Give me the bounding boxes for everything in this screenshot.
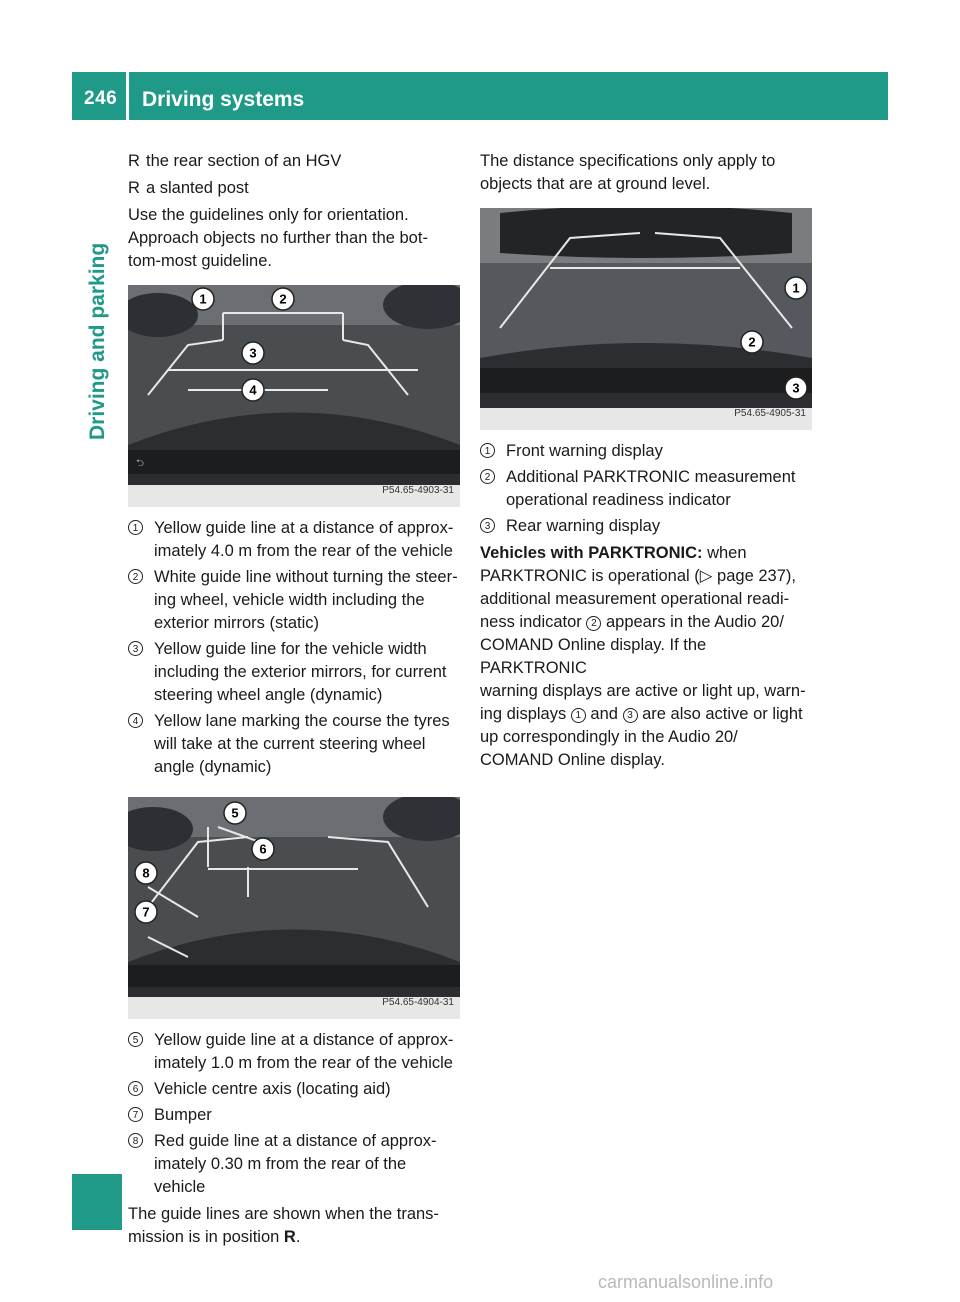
marker-7: 7: [142, 904, 150, 920]
gear-position: R: [283, 1228, 296, 1246]
legend-line: imately 4.0 m from the rear of the vehicle: [154, 542, 453, 560]
marker-1: 1: [199, 291, 207, 307]
side-block: [72, 1174, 122, 1230]
legend-line: will take at the current steering wheel: [154, 735, 426, 753]
legend-line: Yellow lane marking the course the tyres: [154, 712, 450, 730]
legend-item: [480, 440, 812, 463]
text-line: [128, 1226, 460, 1249]
marker-4: 4: [249, 382, 257, 398]
text-line: The guide lines are shown when the trans-: [128, 1205, 439, 1223]
page-reference-arrow-icon: ▷: [699, 567, 713, 585]
legend-number: 5: [128, 1032, 143, 1047]
page-reference-link[interactable]: page 237),: [712, 567, 796, 585]
legend-number: 3: [128, 641, 143, 656]
camera-image-3: [480, 208, 812, 430]
bullet-item: [128, 177, 460, 200]
legend-item: [128, 1078, 460, 1101]
side-label-text: Driving and parking: [86, 242, 109, 440]
text-span: and: [585, 705, 623, 723]
inline-number: 2: [586, 616, 601, 631]
left-column: [128, 150, 460, 1249]
legend-number: 3: [480, 518, 495, 533]
legend-item: [128, 517, 460, 563]
camera-figure-2: [128, 797, 460, 1019]
text-line: tom-most guideline.: [128, 252, 272, 270]
legend-number: 4: [128, 713, 143, 728]
legend-line: Yellow guide line at a distance of approx-: [154, 1031, 454, 1049]
camera-image-2: [128, 797, 460, 1019]
legend-line: Bumper: [154, 1106, 212, 1124]
text-line: The distance specifications only apply to: [480, 152, 776, 170]
bullet-text: a slanted post: [146, 179, 249, 197]
marker-3: 3: [792, 380, 800, 396]
legend-line: steering wheel angle (dynamic): [154, 686, 383, 704]
legend-line: angle (dynamic): [154, 758, 272, 776]
camera-figure-3: [480, 208, 812, 430]
legend-item: [480, 515, 812, 538]
text-line: warning displays are active or light up, warn-: [480, 682, 806, 700]
section-title: Driving systems: [142, 88, 305, 111]
page-number: 246: [84, 88, 118, 109]
text-span: Vehicles with PARKTRONIC:: [480, 544, 703, 562]
text-line: COMAND Online display. If the PARKTRONIC: [480, 636, 707, 677]
intro-paragraph: [128, 204, 460, 273]
marker-8: 8: [142, 865, 150, 881]
text-span: ing displays: [480, 705, 571, 723]
closing-paragraph: [128, 1203, 460, 1249]
marker-5: 5: [231, 805, 239, 821]
legend-item: [128, 1130, 460, 1199]
legend-line: including the exterior mirrors, for current: [154, 663, 447, 681]
text-line: Use the guidelines only for orientation.: [128, 206, 409, 224]
text-line: up correspondingly in the Audio 20/: [480, 728, 738, 746]
legend-item: [480, 466, 812, 512]
right-column: [480, 150, 812, 772]
legend-item: [128, 638, 460, 707]
legend-line: Additional PARKTRONIC measurement: [506, 468, 796, 486]
marker-2: 2: [279, 291, 287, 307]
legend-item: [128, 1104, 460, 1127]
text-span: appears in the Audio 20/: [601, 613, 784, 631]
legend-line: Red guide line at a distance of approx-: [154, 1132, 437, 1150]
header-divider: [126, 72, 129, 120]
legend-line: Yellow guide line at a distance of approx-: [154, 519, 454, 537]
legend-line: operational readiness indicator: [506, 491, 731, 509]
camera-image-1: [128, 285, 460, 507]
text-line: Approach objects no further than the bot-: [128, 229, 428, 247]
text-line: [480, 611, 812, 634]
marker-2: 2: [748, 334, 756, 350]
legend-line: Front warning display: [506, 442, 663, 460]
legend-number: 2: [128, 569, 143, 584]
camera-figure-1: [128, 285, 460, 507]
figure-code: P54.65-4904-31: [382, 997, 454, 1008]
legend-number: 2: [480, 469, 495, 484]
figure-code: P54.65-4905-31: [734, 408, 806, 419]
legend-line: Rear warning display: [506, 517, 661, 535]
bullet-mark: R: [128, 152, 140, 170]
text-span: are also active or light: [637, 705, 803, 723]
inline-number: 3: [623, 708, 638, 723]
legend-line: imately 0.30 m from the rear of the vehicle: [154, 1155, 407, 1196]
legend-number: 1: [128, 520, 143, 535]
marker-6: 6: [259, 841, 267, 857]
text-line: additional measurement operational readi-: [480, 590, 790, 608]
legend-item: [128, 1029, 460, 1075]
side-label: [86, 140, 116, 440]
legend-number: 8: [128, 1133, 143, 1148]
text-line: [480, 542, 812, 565]
legend-item: [128, 710, 460, 779]
legend-line: Yellow guide line for the vehicle width: [154, 640, 427, 658]
svg-text:⮌: ⮌: [136, 458, 145, 469]
parktronic-paragraph: [480, 542, 812, 772]
intro-paragraph: [480, 150, 812, 196]
bullet-mark: R: [128, 179, 140, 197]
legend-line: Vehicle centre axis (locating aid): [154, 1080, 391, 1098]
text-span: .: [295, 1228, 301, 1246]
legend-line: White guide line without turning the steer-: [154, 568, 458, 586]
footer-watermark: carmanualsonline.info: [598, 1272, 774, 1292]
inline-number: 1: [571, 708, 586, 723]
text-line: [480, 565, 812, 588]
legend-number: 6: [128, 1081, 143, 1096]
marker-3: 3: [249, 345, 257, 361]
legend-number: 1: [480, 443, 495, 458]
legend-line: ing wheel, vehicle width including the: [154, 591, 425, 609]
text-line: COMAND Online display.: [480, 751, 665, 769]
legend-line: exterior mirrors (static): [154, 614, 320, 632]
bullet-text: the rear section of an HGV: [146, 152, 342, 170]
text-line: objects that are at ground level.: [480, 175, 711, 193]
legend-number: 7: [128, 1107, 143, 1122]
text-line: [480, 703, 812, 726]
text-span: mission is in position: [128, 1228, 284, 1246]
text-span: when: [702, 544, 747, 562]
legend-line: imately 1.0 m from the rear of the vehicle: [154, 1054, 453, 1072]
legend-item: [128, 566, 460, 635]
marker-1: 1: [792, 280, 800, 296]
text-span: ness indicator: [480, 613, 587, 631]
bullet-item: [128, 150, 460, 173]
text-span: PARKTRONIC is operational (: [480, 567, 700, 585]
figure-code: P54.65-4903-31: [382, 485, 454, 496]
